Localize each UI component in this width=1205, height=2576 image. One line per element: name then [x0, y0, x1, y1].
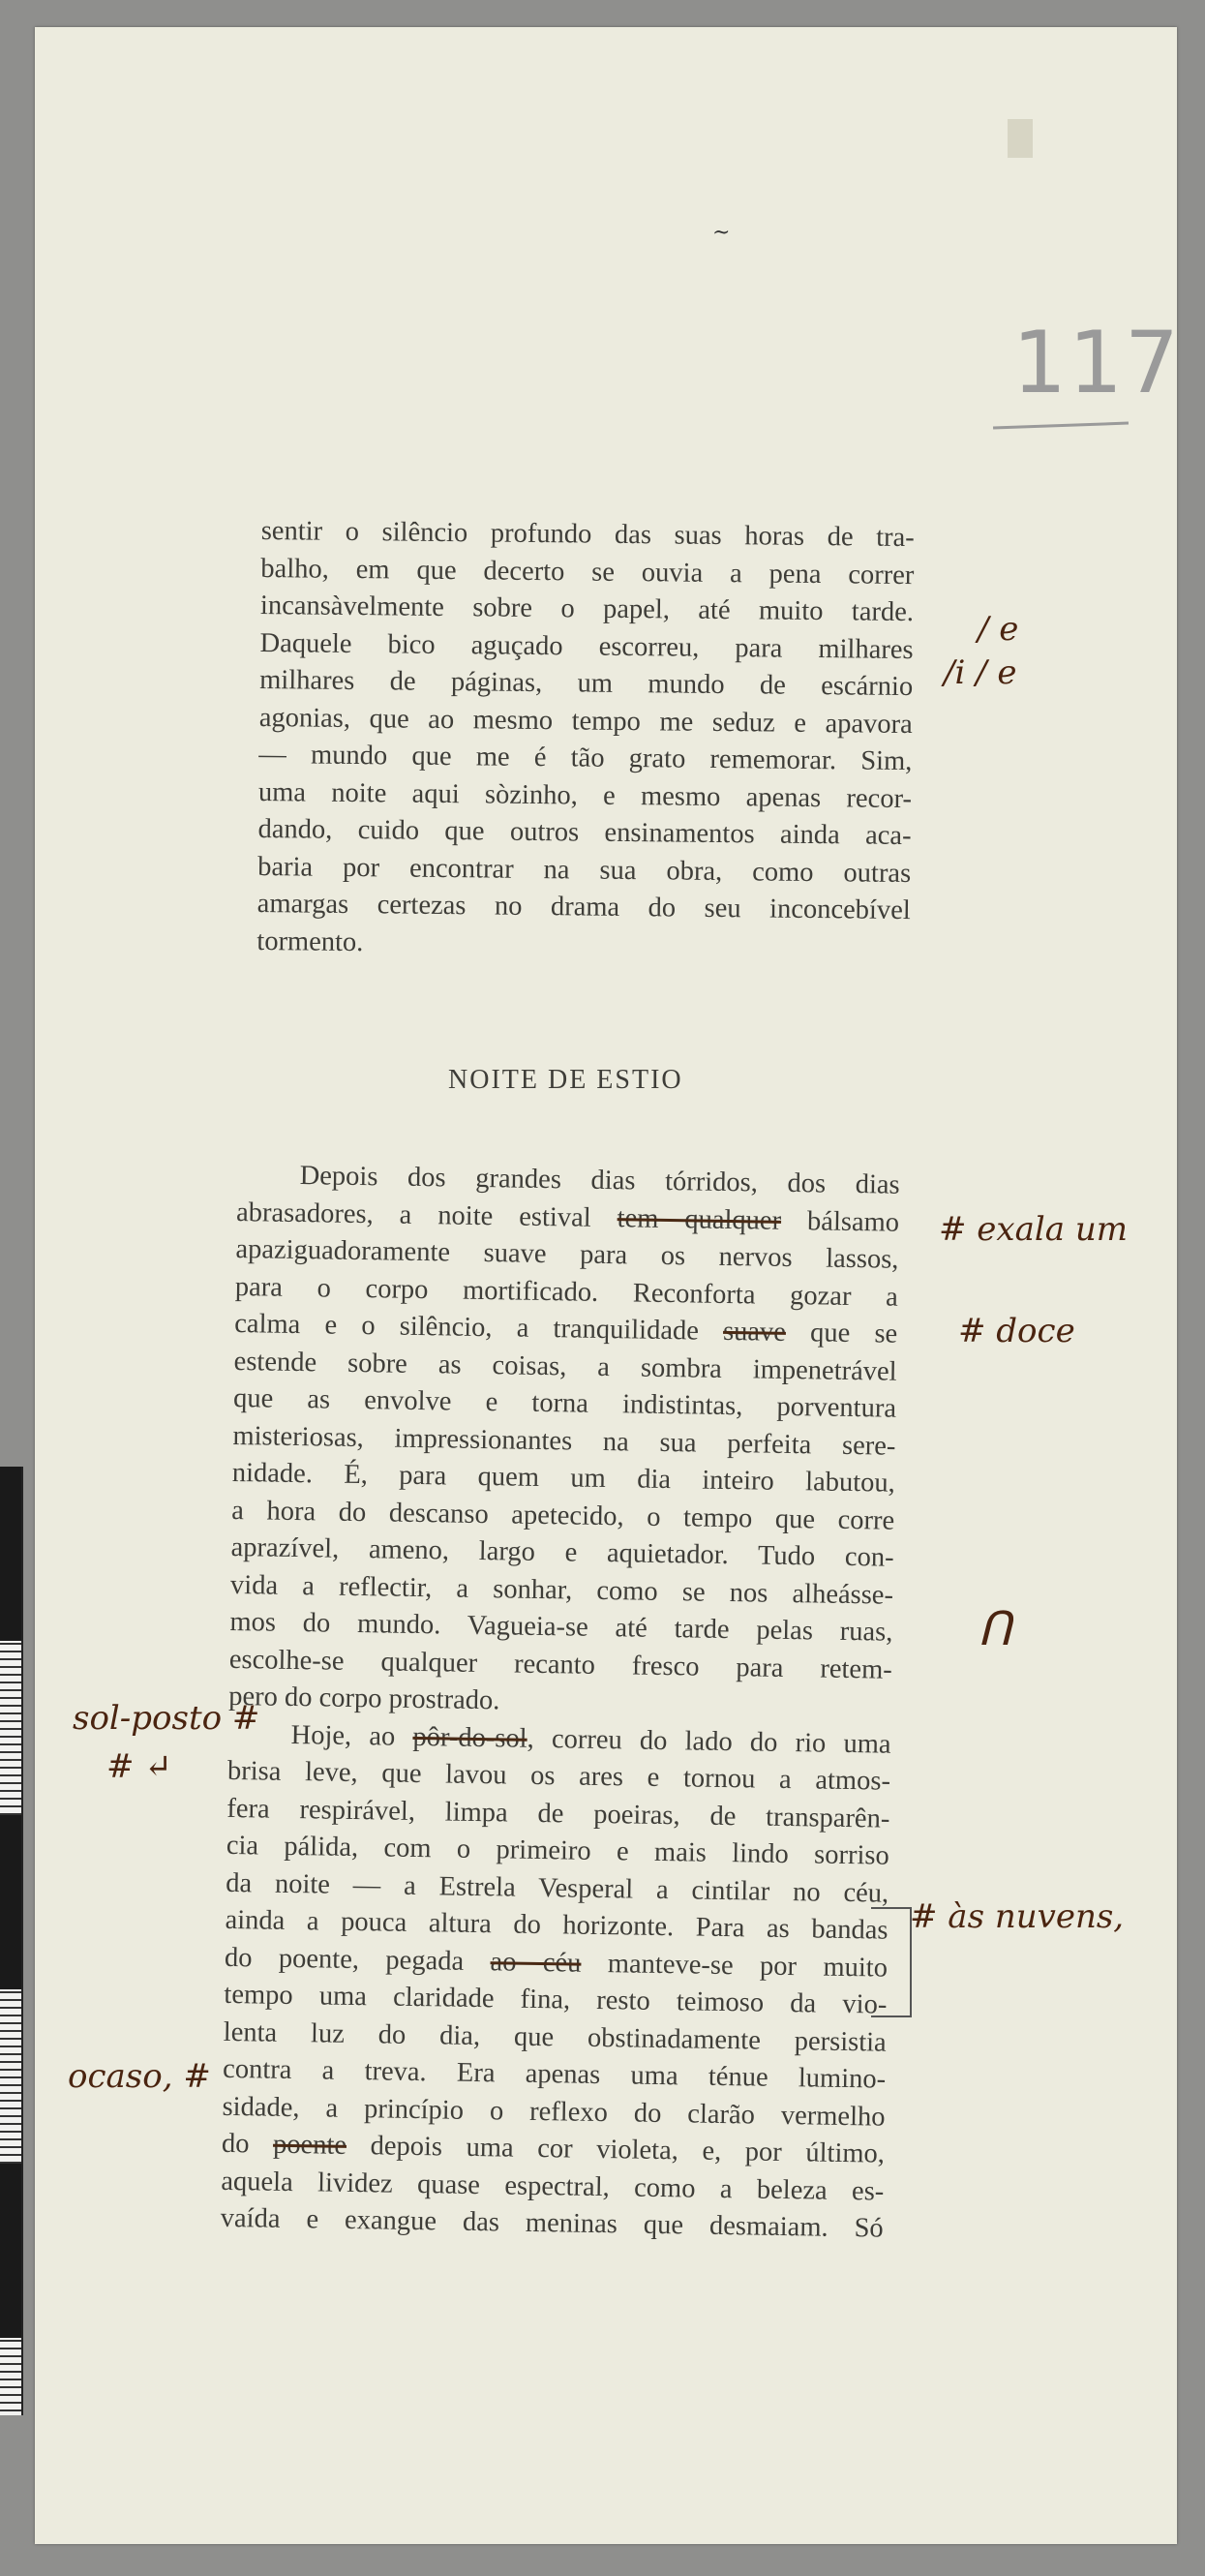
- page-number-underline: [993, 422, 1129, 430]
- chapter-heading: NOITE DE ESTIO: [448, 1065, 683, 1095]
- handwritten-annotation: # doce: [958, 1312, 1075, 1350]
- text-line: nidade. É, para quem um dia inteiro labutou,: [231, 1457, 896, 1499]
- handwritten-annotation: ocaso, #: [68, 2057, 211, 2096]
- corner-stain: [1008, 119, 1033, 158]
- text-segment: calma e o silêncio, a tranquilidade: [234, 1308, 700, 1347]
- text-line: brisa leve, que lavou os ares e tornou a atmos-: [226, 1755, 891, 1797]
- handwritten-annotation: # ↵: [106, 1747, 172, 1786]
- text-line: ainda a pouca altura do horizonte. Para as bandas: [225, 1904, 889, 1946]
- text-line: cia pálida, com o primeiro e mais lindo sorriso: [226, 1830, 889, 1871]
- text-line: sentir o silêncio profundo das suas horas de tra-: [260, 515, 915, 554]
- text-segment: , correu do lado do rio uma: [527, 1723, 891, 1760]
- text-segment: abrasadores, a noite estival: [235, 1197, 591, 1233]
- text-line: que as envolve e torna indistintas, porventura: [232, 1382, 897, 1424]
- text-segment: depois uma cor violeta, e, por último,: [370, 2131, 886, 2169]
- handwritten-annotation: /i / e: [944, 653, 1017, 692]
- text-line: incansàvelmente sobre o papel, até muito tarde.: [259, 590, 915, 628]
- text-line: Daquele bico aguçado escorreu, para milhares: [259, 627, 914, 665]
- text-line: sidade, a princípio o reflexo do clarão vermelho: [222, 2091, 886, 2133]
- text-line: misteriosas, impressionantes na sua perfeita sere-: [232, 1420, 896, 1462]
- text-line: lenta luz do dia, que obstinadamente persistia: [223, 2016, 887, 2058]
- text-line: dando, cuido que outros ensinamentos ainda aca-: [257, 813, 912, 852]
- text-line: tormento.: [256, 925, 364, 957]
- text-line: Depois dos grandes dias tórridos, dos dias: [299, 1161, 900, 1200]
- handwritten-annotation: # às nuvens,: [910, 1897, 1125, 1936]
- text-segment: que se: [809, 1318, 898, 1349]
- text-line: fera respirável, limpa de poeiras, de transparên-: [226, 1793, 890, 1834]
- handwritten-annotation: ᑎ: [978, 1602, 1012, 1656]
- handwritten-annotation: sol-posto #: [73, 1699, 260, 1738]
- ruler-segment: [0, 1815, 21, 1989]
- text-line: estende sobre as coisas, a sombra impenetrável: [233, 1346, 897, 1387]
- text-segment: manteve-se por muito: [607, 1948, 889, 1984]
- text-line: escolhe-se qualquer recanto fresco para retem-: [228, 1644, 893, 1685]
- text-line: da noite — a Estrela Vesperal a cintilar no céu,: [225, 1867, 889, 1909]
- ruler-segment: [0, 2164, 21, 2338]
- stray-mark: ~: [712, 221, 731, 245]
- text-segment: do: [221, 2128, 250, 2160]
- text-line: apaziguadoramente suave para os nervos lassos,: [235, 1233, 899, 1275]
- text-line: vaída e exangue das meninas que desmaiam. Só: [220, 2202, 884, 2244]
- struck-text: ao céu: [490, 1946, 582, 1979]
- text-line: — mundo que me é tão grato rememorar. Sim,: [258, 739, 913, 777]
- text-line: para o corpo mortificado. Reconforta gozar a: [234, 1271, 899, 1313]
- text-line: aprazível, ameno, largo e aquietador. Tudo con-: [230, 1531, 894, 1573]
- struck-text: pôr-do-sol: [412, 1721, 527, 1754]
- text-line: tempo uma claridade fina, resto teimoso da vio-: [224, 1979, 888, 2020]
- ruler-segment: [0, 1467, 21, 1641]
- text-segment: bálsamo: [806, 1205, 900, 1238]
- text-line: amargas certezas no drama do seu inconcebível: [256, 888, 911, 926]
- text-line: baria por encontrar na sua obra, como outras: [257, 851, 912, 889]
- handwritten-annotation: / e: [978, 610, 1019, 649]
- text-line: mos do mundo. Vagueia-se até tarde pelas ruas,: [229, 1606, 893, 1648]
- text-line: uma noite aqui sòzinho, e mesmo apenas recor-: [257, 776, 913, 814]
- page-number: 117: [1012, 313, 1181, 412]
- text-line: milhares de páginas, um mundo de escárnio: [259, 664, 914, 703]
- struck-text: suave: [722, 1316, 787, 1348]
- text-block-noite-de-estio: [220, 1157, 899, 2248]
- text-line: agonias, que ao mesmo tempo me seduz e apavora: [258, 702, 913, 740]
- margin-bracket: [871, 1907, 912, 2017]
- text-segment: Hoje, ao: [290, 1719, 396, 1752]
- text-line: aquela lividez quase espectral, como a beleza es-: [221, 2166, 885, 2207]
- text-line: balho, em que decerto se ouvia a pena correr: [260, 553, 915, 591]
- handwritten-annotation: # exala um: [939, 1210, 1128, 1249]
- text-line: a hora do descanso apetecido, o tempo que corre: [231, 1495, 895, 1536]
- struck-text: tem qualquer: [617, 1202, 782, 1236]
- text-line: vida a reflectir, a sonhar, como se nos alheásse-: [229, 1569, 894, 1611]
- text-line: pero do corpo prostrado.: [227, 1681, 500, 1716]
- struck-text: poente: [272, 2129, 347, 2161]
- text-line: contra a treva. Era apenas uma ténue lumino-: [222, 2053, 887, 2095]
- text-segment: do poente, pegada: [224, 1942, 465, 1977]
- text-block-previous-chapter: [256, 513, 915, 967]
- measurement-ruler: [0, 1467, 23, 2415]
